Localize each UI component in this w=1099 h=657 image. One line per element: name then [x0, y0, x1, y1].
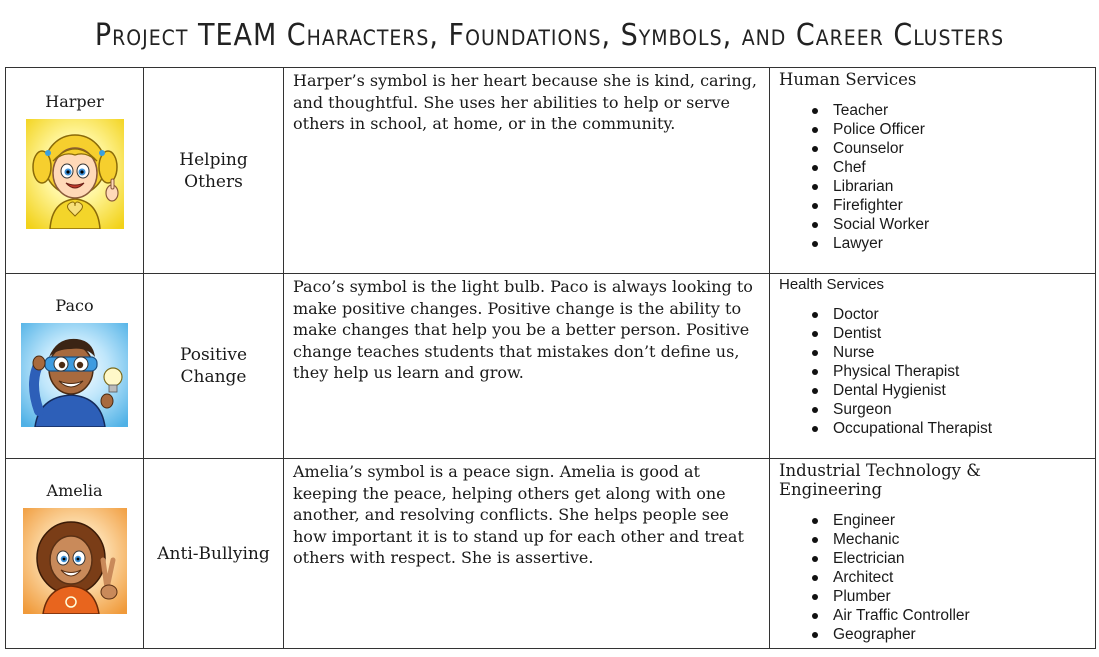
character-name: Amelia — [46, 481, 103, 500]
table-row — [6, 459, 1096, 649]
character-cell — [6, 274, 144, 459]
foundation-label-line: Others — [184, 171, 243, 192]
list-item: Doctor — [779, 305, 1087, 324]
page-title: Project TEAM Characters, Foundations, Symbols, and Career Clusters — [94, 18, 1005, 53]
list-item: Dentist — [779, 324, 1087, 343]
symbol-description: Harper’s symbol is her heart because she is kind, caring, and thoughtful. She uses her abilities to help or serve others in school, at home, or in the community. — [284, 68, 770, 274]
list-item: Dental Hygienist — [779, 381, 1087, 400]
career-cluster-title: Health Services — [779, 276, 885, 293]
career-cluster-cell — [770, 68, 1096, 274]
list-item: Nurse — [779, 343, 1087, 362]
list-item: Electrician — [779, 549, 1087, 568]
list-item: Occupational Therapist — [779, 419, 1087, 438]
list-item: Plumber — [779, 587, 1087, 606]
table-row — [6, 274, 1096, 459]
list-item: Lawyer — [779, 234, 1087, 253]
list-item: Engineer — [779, 511, 1087, 530]
list-item: Physical Therapist — [779, 362, 1087, 381]
symbol-description: Paco’s symbol is the light bulb. Paco is always looking to make positive changes. Positive change is the ability to make changes that help you be a better person. Positive change teaches students that mistakes don’t define us, they help us learn and grow. — [284, 274, 770, 459]
character-name: Harper — [45, 92, 104, 111]
career-cluster-cell — [770, 274, 1096, 459]
symbol-description: Amelia’s symbol is a peace sign. Amelia is good at keeping the peace, helping others get along with one another, and resolving conflicts. She helps people see how important it is to stand up for each other and treat others with respect. She is assertive. — [284, 459, 770, 649]
career-list — [779, 305, 1087, 438]
foundation-label-line: Positive — [179, 345, 248, 365]
foundation-cell — [144, 68, 284, 274]
foundation-label-line: Change — [180, 367, 247, 387]
list-item: Firefighter — [779, 196, 1087, 215]
list-item: Geographer — [779, 625, 1087, 644]
list-item: Chef — [779, 158, 1087, 177]
career-list — [779, 101, 1087, 253]
career-cluster-cell — [770, 459, 1096, 649]
characters-table — [5, 67, 1096, 649]
list-item: Architect — [779, 568, 1087, 587]
amelia-avatar-icon — [23, 508, 127, 614]
career-cluster-title: Industrial Technology & Engineering — [779, 461, 981, 499]
list-item: Teacher — [779, 101, 1087, 120]
list-item: Counselor — [779, 139, 1087, 158]
career-cluster-title: Human Services — [779, 70, 917, 89]
paco-avatar-icon — [21, 323, 128, 427]
character-cell — [6, 459, 144, 649]
character-name: Paco — [55, 296, 94, 315]
foundation-label-line: Anti-Bullying — [157, 543, 270, 564]
list-item: Air Traffic Controller — [779, 606, 1087, 625]
table-row — [6, 68, 1096, 274]
harper-avatar-icon — [26, 119, 124, 229]
career-list — [779, 511, 1087, 644]
list-item: Librarian — [779, 177, 1087, 196]
character-cell — [6, 68, 144, 274]
list-item: Social Worker — [779, 215, 1087, 234]
foundation-label-line: Helping — [179, 149, 248, 170]
list-item: Surgeon — [779, 400, 1087, 419]
foundation-cell — [144, 274, 284, 459]
list-item: Police Officer — [779, 120, 1087, 139]
list-item: Mechanic — [779, 530, 1087, 549]
foundation-cell — [144, 459, 284, 649]
